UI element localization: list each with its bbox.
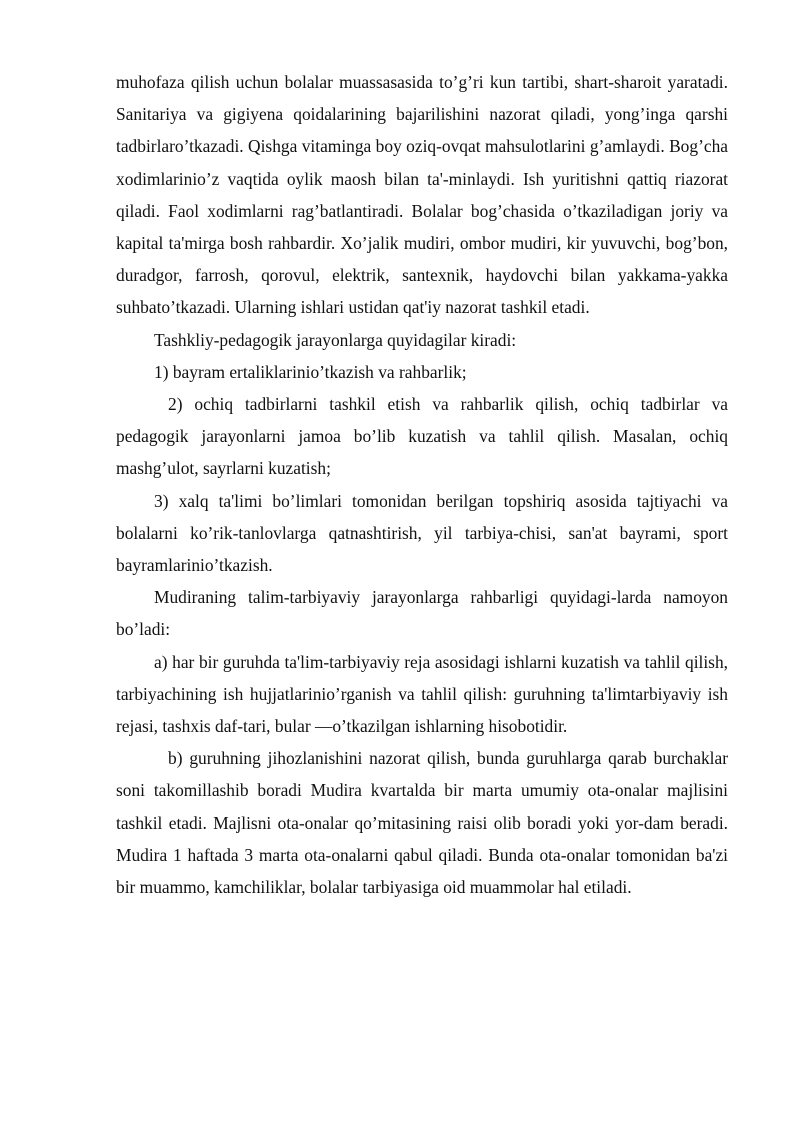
paragraph-org-processes-intro: Tashkliy-pedagogik jarayonlarga quyidagilar kiradi:: [154, 329, 517, 350]
list-item-2: 2) ochiq tadbirlarni tashkil etish va rahbarlik qilish, ochiq tadbirlar va pedagogik jarayonlarni jamoa bo’lib kuzatish va tahlil qilish. Masalan, ochiq mashg’ulot, sayrlarni kuzatish;: [116, 394, 728, 479]
paragraph-director-duties: muhofaza qilish uchun bolalar muassasasida to’g’ri kun tartibi, shart-sharoit yaratadi. Sanitariya va gigiyena qoidalarining bajarilishini nazorat qiladi, yong’inga qarshi tadbirlaro’tkazadi. Qishga vitaminga boy oziq-ovqat mahsulotlarini g’amlaydi. Bog’cha xodimlarinio’z vaqtida oylik maosh bilan ta'-minlaydi. Ish yuritishni qattiq riazorat qiladi. Faol xodimlarni rag’batlantiradi. Bolalar bog’chasida o’tkaziladigan joriy va kapital ta'mirga bosh rahbardir. Xo’jalik mudiri, ombor mudiri, kir yuvuvchi, bog’bon, duradgor, farrosh, qorovul, elektrik, santexnik, haydovchi bilan yakkama-yakka suhbato’tkazadi. Ularning ishlari ustidan qat'iy nazorat tashkil etadi.: [116, 72, 728, 318]
list-item-a: a) har bir guruhda ta'lim-tarbiyaviy reja asosidagi ishlarni kuzatish va tahlil qilish, tarbiyachining ish hujjatlarinio’rganish va tahlil qilish: guruhning ta'limtarbiyaviy ish rejasi, tashxis daf-tari, bular —o’tkazilgan ishlarning hisobotidir.: [116, 651, 728, 737]
list-item-3: 3) xalq ta'limi bo’limlari tomonidan berilgan topshiriq asosida tajtiyachi va bolalarni ko’rik-tanlovlarga qatnashtirish, yil tarbiya-chisi, san'at bayrami, sport bayramlarinio’tkazish.: [116, 490, 728, 576]
paragraph-leadership-intro: Mudiraning talim-tarbiyaviy jarayonlarga rahbarligi quyidagi-larda namoyon bo’ladi:: [116, 587, 728, 640]
list-item-1: 1) bayram ertaliklarinio’tkazish va rahbarlik;: [154, 361, 467, 382]
document-page: [116, 66, 728, 903]
list-item-b: b) guruhning jihozlanishini nazorat qilish, bunda guruhlarga qarab burchaklar soni takomillashib boradi Mudira kvartalda bir marta umumiy ota-onalar majlisini tashkil etadi. Majlisni ota-onalar qo’mitasining raisi olib boradi yoki yor-dam beradi. Mudira 1 haftada 3 marta ota-onalarni qabul qiladi. Bunda ota-onalar tomonidan ba'zi bir muammo, kamchiliklar, bolalar tarbiyasiga oid muammolar hal etiladi.: [116, 748, 728, 898]
